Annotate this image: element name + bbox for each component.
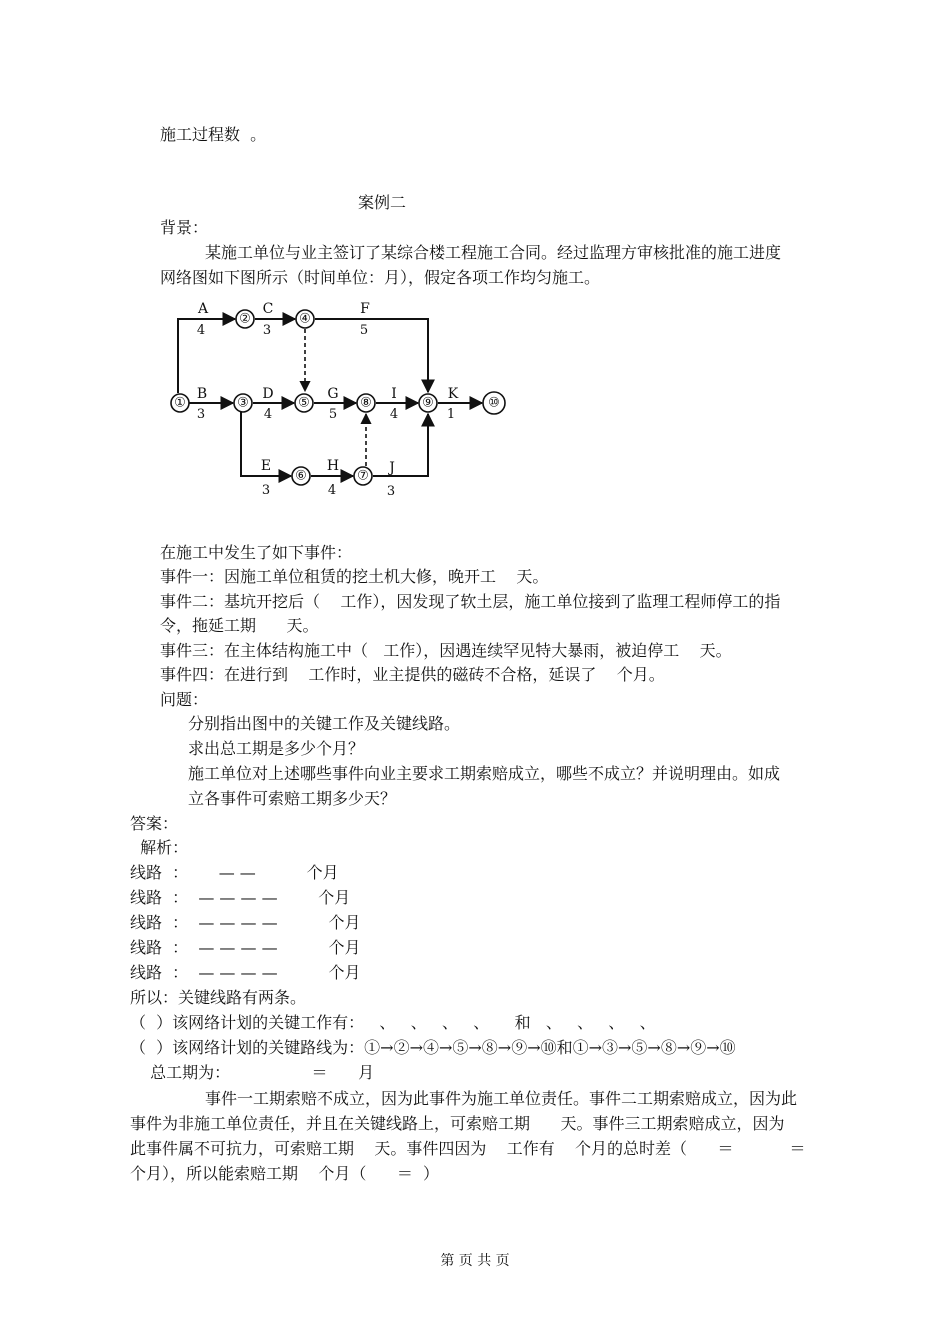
activity-label: F xyxy=(360,301,370,317)
background-label: 背景： xyxy=(160,218,209,237)
duration-label: 3 xyxy=(196,407,206,422)
critical-path-line: （ ）该网络计划的关键路线为：①→②→④→⑤→⑧→⑨→⑩和①→③→⑤→⑧→⑨→⑩ xyxy=(130,1038,736,1057)
duration-label: 4 xyxy=(263,407,273,422)
svg-text:⑧: ⑧ xyxy=(360,395,372,411)
svg-text:⑥: ⑥ xyxy=(295,468,307,484)
answer-label: 答案： xyxy=(130,814,179,833)
node-4 xyxy=(296,310,314,328)
event-line: 事件三：在主体结构施工中（ 工作），因遇连续罕见特大暴雨，被迫停工 天。 xyxy=(160,641,732,660)
svg-text:②: ② xyxy=(239,311,251,327)
event-line: 事件一：因施工单位租赁的挖土机大修，晚开工 天。 xyxy=(160,567,549,586)
svg-text:④: ④ xyxy=(299,311,311,327)
duration-label: 1 xyxy=(446,407,456,422)
question-line: 分别指出图中的关键工作及关键线路。 xyxy=(188,714,461,733)
paragraph-line: 网络图如下图所示（时间单位：月），假定各项工作均匀施工。 xyxy=(160,268,601,287)
answer-line: 个月），所以能索赔工期 个月（ ＝ ） xyxy=(130,1164,440,1183)
svg-text:⑩: ⑩ xyxy=(488,395,500,411)
svg-text:⑦: ⑦ xyxy=(357,468,369,484)
text-line: 所以：关键线路有两条。 xyxy=(130,988,307,1007)
event-line: 事件二：基坑开挖后（ 工作），因发现了软土层，施工单位接到了监理工程师停工的指 xyxy=(160,592,781,611)
event-line: 事件四：在进行到 工作时，业主提供的磁砖不合格，延误了 个月。 xyxy=(160,665,665,684)
total-period-line: 总工期为： ＝ 月 xyxy=(140,1063,375,1082)
answer-line: 事件一工期索赔不成立，因为此事件为施工单位责任。事件二工期索赔成立，因为此 xyxy=(205,1089,798,1108)
edge-4-9 xyxy=(315,319,428,392)
node-1 xyxy=(171,394,189,412)
svg-text:⑨: ⑨ xyxy=(422,395,434,411)
node-10 xyxy=(483,392,505,414)
activity-label: B xyxy=(196,386,208,402)
svg-text:③: ③ xyxy=(237,395,249,411)
svg-text:⑤: ⑤ xyxy=(298,395,310,411)
duration-label: 5 xyxy=(328,407,338,422)
route-line: 线路 ： — — — — 个月 xyxy=(130,938,361,957)
duration-label: 5 xyxy=(359,323,369,338)
critical-work-line: （ ）该网络计划的关键工作有： 、 、 、 、 和 、 、 、 、 xyxy=(130,1013,656,1032)
text-line: 施工过程数 。 xyxy=(160,125,267,144)
svg-text:①: ① xyxy=(174,395,186,411)
activity-label: D xyxy=(262,386,274,402)
route-line: 线路 ： — — — — 个月 xyxy=(130,913,361,932)
activity-label: H xyxy=(326,458,340,474)
route-line: 线路 ： — — — — 个月 xyxy=(130,963,361,982)
edge-1-2 xyxy=(178,319,235,393)
network-diagram xyxy=(155,292,525,514)
case-title: 案例二 xyxy=(358,193,407,212)
activity-label: A xyxy=(197,301,209,317)
activity-label: J xyxy=(389,460,395,476)
node-2 xyxy=(236,310,254,328)
route-line: 线路 ： — — 个月 xyxy=(130,863,339,882)
duration-label: 3 xyxy=(261,483,271,498)
node-3 xyxy=(234,394,252,412)
paragraph-line: 某施工单位与业主签订了某综合楼工程施工合同。经过监理方审核批准的施工进度 xyxy=(205,243,782,262)
edge-7-9 xyxy=(373,414,428,476)
activity-label: E xyxy=(260,458,272,474)
node-7 xyxy=(354,467,372,485)
activity-label: C xyxy=(262,301,274,317)
activity-label: G xyxy=(327,386,339,402)
text-line: 在施工中发生了如下事件： xyxy=(160,543,353,562)
node-5 xyxy=(295,394,313,412)
node-6 xyxy=(292,467,310,485)
duration-label: 3 xyxy=(262,323,272,338)
activity-label: I xyxy=(391,386,397,402)
analysis-label: 解析： xyxy=(135,838,189,857)
question-line: 施工单位对上述哪些事件向业主要求工期索赔成立，哪些不成立？并说明理由。如成 xyxy=(188,764,781,783)
node-9 xyxy=(419,394,437,412)
answer-line: 此事件属不可抗力，可索赔工期 天。事件四因为 工作有 个月的总时差（ ＝ ＝ xyxy=(130,1139,806,1158)
answer-line: 事件为非施工单位责任，并且在关键线路上，可索赔工期 天。事件三工期索赔成立，因为 xyxy=(130,1114,785,1133)
event-line: 令，拖延工期 天。 xyxy=(160,616,319,635)
activity-label: K xyxy=(447,386,459,402)
questions-label: 问题： xyxy=(160,690,209,709)
route-line: 线路 ： — — — — 个月 xyxy=(130,888,351,907)
duration-label: 3 xyxy=(386,484,396,499)
node-8 xyxy=(357,394,375,412)
duration-label: 4 xyxy=(389,407,399,422)
question-line: 立各事件可索赔工期多少天？ xyxy=(188,789,397,808)
question-line: 求出总工期是多少个月？ xyxy=(188,739,365,758)
duration-label: 4 xyxy=(196,323,206,338)
duration-label: 4 xyxy=(327,483,337,498)
page-footer: 第 页 共 页 xyxy=(440,1253,510,1269)
